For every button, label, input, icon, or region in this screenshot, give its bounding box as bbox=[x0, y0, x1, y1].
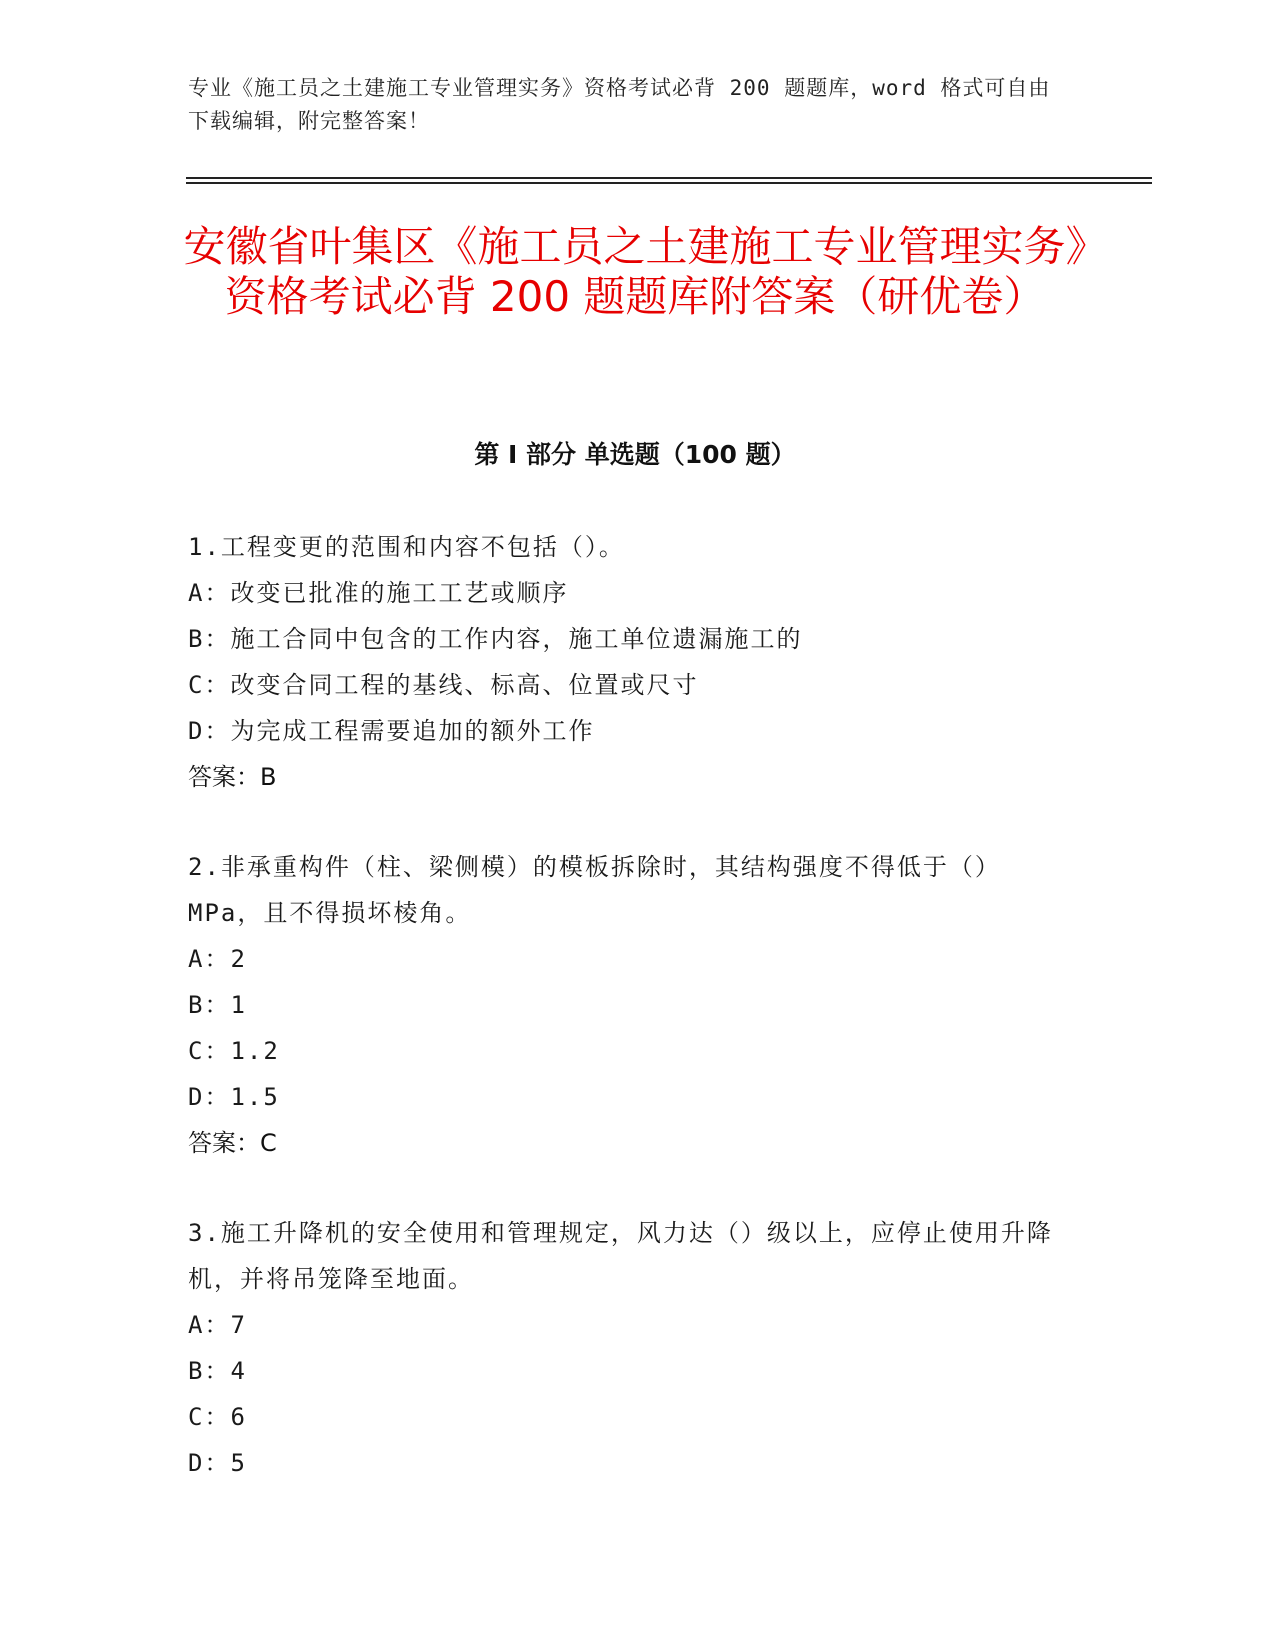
question-2 bbox=[188, 844, 1068, 1166]
option-a: A：2 bbox=[188, 945, 247, 973]
option-d: D：为完成工程需要追加的额外工作 bbox=[188, 717, 595, 745]
question-1 bbox=[188, 524, 1068, 800]
option-a: A：改变已批准的施工工艺或顺序 bbox=[188, 579, 569, 607]
question-3 bbox=[188, 1210, 1068, 1486]
header-note: 专业《施工员之土建施工专业管理实务》资格考试必背 200 题题库，word 格式可自由下载编辑，附完整答案！ bbox=[188, 76, 1051, 133]
option-c: C：6 bbox=[188, 1403, 247, 1431]
option-b: B：1 bbox=[188, 991, 247, 1019]
question-stem: 2.非承重构件（柱、梁侧模）的模板拆除时，其结构强度不得低于（）MPa，且不得损坏棱角。 bbox=[188, 853, 1001, 927]
document-title: 安徽省叶集区《施工员之土建施工专业管理实务》资格考试必背 200 题题库附答案（研优卷） bbox=[183, 222, 1087, 321]
section-title: 第 I 部分 单选题（100 题） bbox=[474, 440, 796, 469]
question-stem: 3.施工升降机的安全使用和管理规定，风力达（）级以上，应停止使用升降机，并将吊笼降至地面。 bbox=[188, 1219, 1053, 1293]
option-b: B：施工合同中包含的工作内容，施工单位遗漏施工的 bbox=[188, 625, 803, 653]
option-c: C：1.2 bbox=[188, 1037, 280, 1065]
question-list bbox=[188, 524, 1068, 1530]
option-a: A：7 bbox=[188, 1311, 247, 1339]
question-stem: 1.工程变更的范围和内容不包括（）。 bbox=[188, 533, 625, 561]
option-c: C：改变合同工程的基线、标高、位置或尺寸 bbox=[188, 671, 699, 699]
option-d: D：5 bbox=[188, 1449, 247, 1477]
option-d: D：1.5 bbox=[188, 1083, 280, 1111]
answer-line: 答案：B bbox=[188, 763, 277, 791]
header-divider bbox=[186, 177, 1152, 179]
option-b: B：4 bbox=[188, 1357, 247, 1385]
answer-line: 答案：C bbox=[188, 1129, 277, 1157]
header-divider-second bbox=[186, 182, 1152, 184]
